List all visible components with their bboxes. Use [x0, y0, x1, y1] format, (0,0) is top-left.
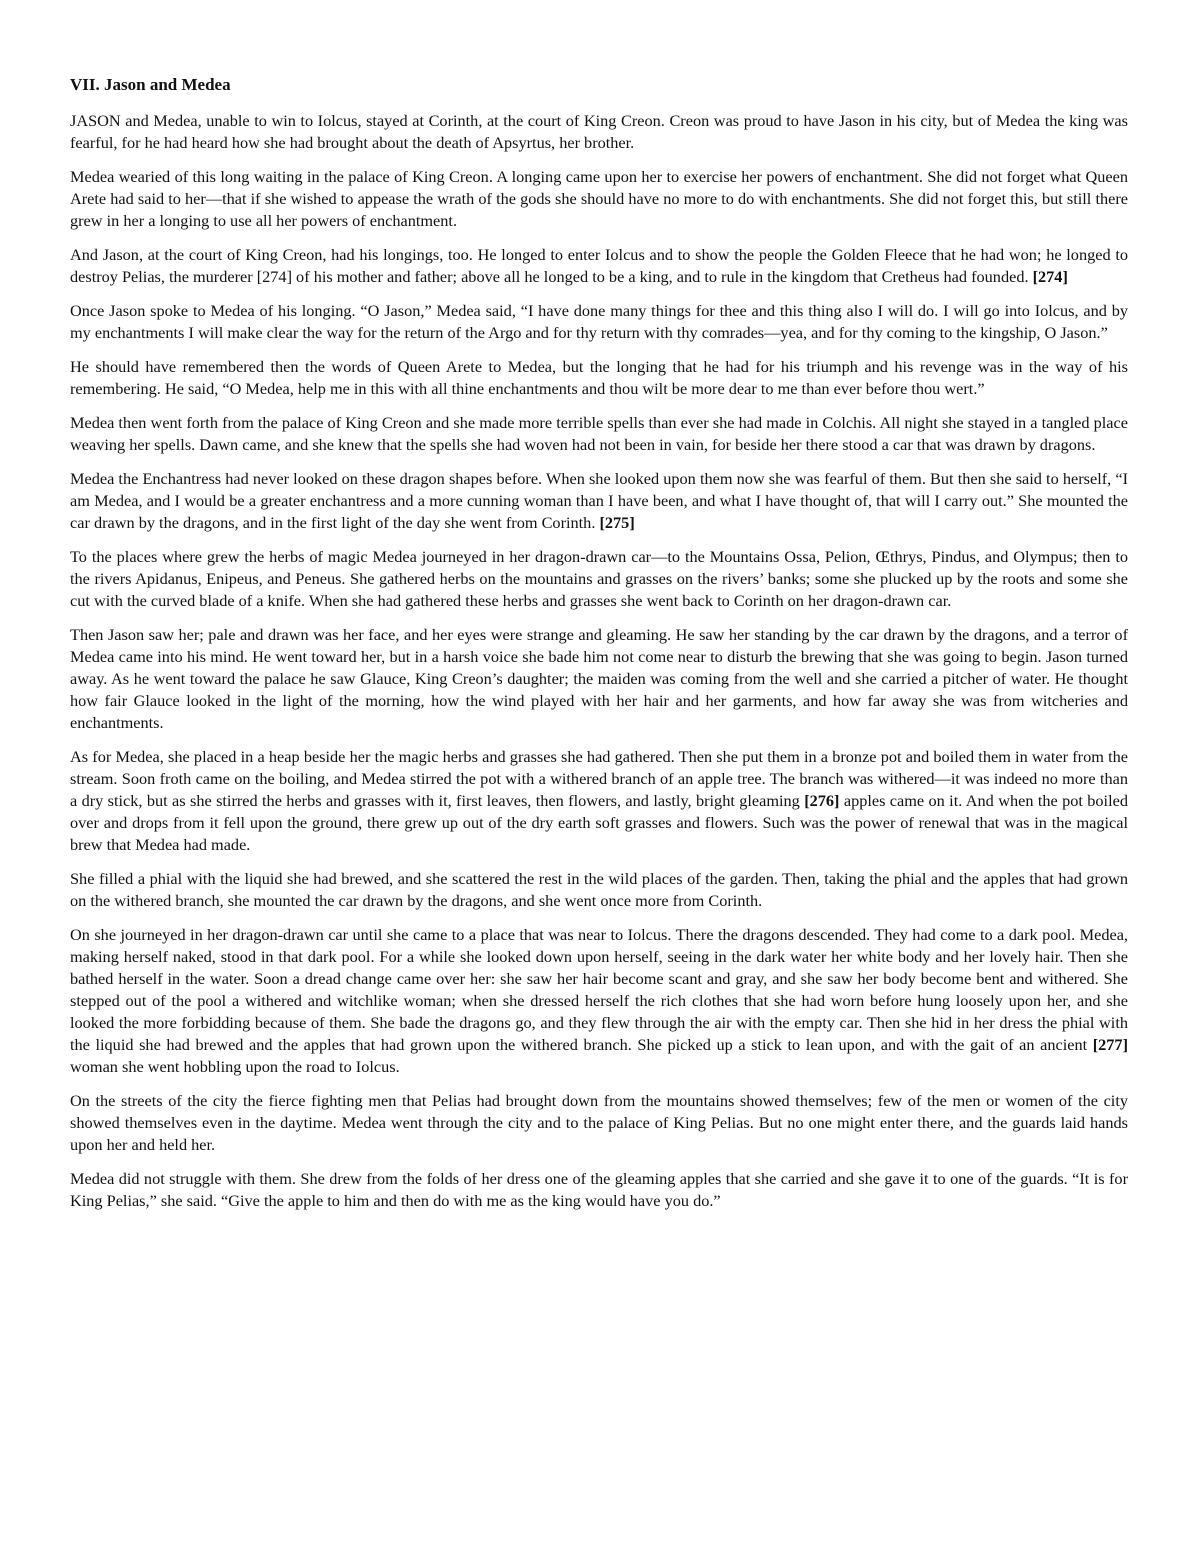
- paragraph-text: Medea did not struggle with them. She drew from the folds of her dress one of the gleaming apples that she carried and she gave it to one of the guards. “It is for King Pelias,” she said. “Give the apple to him and then do with me as the king would have you do.”: [70, 1169, 1128, 1210]
- paragraph-1: [70, 110, 1128, 154]
- paragraph-text: Then Jason saw her; pale and drawn was her face, and her eyes were strange and gleaming. He saw her standing by the car drawn by the dragons, and a terror of Medea came into his mind. He went toward her, but in a harsh voice she bade him not come near to disturb the brewing that she was going to begin. Jason turned away. As he went toward the palace he saw Glauce, King Creon’s daughter; the maiden was coming from the well and she carried a pitcher of water. He thought how fair Glauce looked in the light of the morning, how the wind played with her hair and her garments, and how far away she was from witcheries and enchantments.: [70, 625, 1128, 732]
- paragraph-text-before: On she journeyed in her dragon-drawn car until she came to a place that was near to Iolcus. There the dragons descended. They had come to a dark pool. Medea, making herself naked, stood in that dark pool. For a while she looked down upon herself, seeing in the dark water her white body and her lovely hair. Then she bathed herself in the water. Soon a dread change came over her: she saw her hair become scant and gray, and she saw her body become bent and withered. She stepped out of the pool a withered and witchlike woman; when she dressed herself the rich clothes that she had worn before hung loosely upon her, and she looked the more forbidding because of them. She bade the dragons go, and they flew through the air with the empty car. Then she hid in her dress the phial with the liquid she had brewed and the apples that had grown upon the withered branch. She picked up a stick to lean upon, and with the gait of an ancient: [70, 925, 1128, 1054]
- paragraph-text: Medea the Enchantress had never looked on these dragon shapes before. When she looked upon them now she was fearful of them. But then she said to herself, “I am Medea, and I would be a greater enchantress and a more cunning woman than I have been, and what I have thought of, that will I carry out.” She mounted the car drawn by the dragons, and in the first light of the day she went from Corinth.: [70, 469, 1128, 532]
- paragraph-7: [70, 468, 1128, 534]
- paragraph-14: [70, 1168, 1128, 1212]
- paragraph-8: [70, 546, 1128, 612]
- paragraph-13: [70, 1090, 1128, 1156]
- paragraph-9: [70, 624, 1128, 734]
- page-marker: [276]: [804, 791, 840, 810]
- paragraph-text-after: woman she went hobbling upon the road to Iolcus.: [70, 1057, 400, 1076]
- paragraph-text: On the streets of the city the fierce fighting men that Pelias had brought down from the mountains showed themselves; few of the men or women of the city showed themselves even in the daytime. Medea went through the city and to the palace of King Pelias. But no one might enter there, and the guards laid hands upon her and held her.: [70, 1091, 1128, 1154]
- paragraph-text: He should have remembered then the words of Queen Arete to Medea, but the longing that he had for his triumph and his revenge was in the way of his remembering. He said, “O Medea, help me in this with all thine enchantments and thou wilt be more dear to me than ever before thou wert.”: [70, 357, 1128, 398]
- paragraph-5: [70, 356, 1128, 400]
- paragraph-text: To the places where grew the herbs of magic Medea journeyed in her dragon-drawn car—to the Mountains Ossa, Pelion, Œthrys, Pindus, and Olympus; then to the rivers Apidanus, Enipeus, and Peneus. She gathered herbs on the mountains and grasses on the rivers’ banks; some she plucked up by the roots and some she cut with the curved blade of a knife. When she had gathered these herbs and grasses she went back to Corinth on her dragon-drawn car.: [70, 547, 1128, 610]
- page-marker: [277]: [1092, 1035, 1128, 1054]
- page-marker: [275]: [599, 513, 635, 532]
- paragraph-text-after: apples came on it. And when the pot boiled over and drops from it fell upon the ground, there grew up out of the dry earth soft grasses and flowers. Such was the power of renewal that was in the magical brew that Medea had made.: [70, 791, 1128, 854]
- paragraph-text: Once Jason spoke to Medea of his longing. “O Jason,” Medea said, “I have done many things for thee and this thing also I will do. I will go into Iolcus, and by my enchantments I will make clear the way for the return of the Argo and for thy return with thy comrades—yea, and for thy coming to the kingship, O Jason.”: [70, 301, 1128, 342]
- paragraph-6: [70, 412, 1128, 456]
- paragraph-3: [70, 244, 1128, 288]
- chapter-title: VII. Jason and Medea: [70, 75, 231, 94]
- paragraph-2: [70, 166, 1128, 232]
- paragraph-4: [70, 300, 1128, 344]
- paragraph-10: [70, 746, 1128, 856]
- paragraph-11: [70, 868, 1128, 912]
- page-marker: [274]: [1032, 267, 1068, 286]
- paragraph-12: [70, 924, 1128, 1078]
- paragraph-text-before: As for Medea, she placed in a heap beside her the magic herbs and grasses she had gathered. Then she put them in a bronze pot and boiled them in water from the stream. Soon froth came on the boiling, and Medea stirred the pot with a withered branch of an apple tree. The branch was withered—it was indeed no more than a dry stick, but as she stirred the herbs and grasses with it, first leaves, then flowers, and lastly, bright gleaming: [70, 747, 1128, 810]
- document-page: [70, 70, 1128, 1224]
- paragraph-text: She filled a phial with the liquid she had brewed, and she scattered the rest in the wild places of the garden. Then, taking the phial and the apples that had grown on the withered branch, she mounted the car drawn by the dragons, and she went once more from Corinth.: [70, 869, 1128, 910]
- paragraph-text: Medea then went forth from the palace of King Creon and she made more terrible spells than ever she had made in Colchis. All night she stayed in a tangled place weaving her spells. Dawn came, and she knew that the spells she had woven had not been in vain, for beside her there stood a car that was drawn by dragons.: [70, 413, 1128, 454]
- paragraph-text: Medea wearied of this long waiting in the palace of King Creon. A longing came upon her to exercise her powers of enchantment. She did not forget what Queen Arete had said to her—that if she wished to appease the wrath of the gods she should have no more to do with enchantments. She did not forget this, but still there grew in her a longing to use all her powers of enchantment.: [70, 167, 1128, 230]
- paragraph-text: JASON and Medea, unable to win to Iolcus, stayed at Corinth, at the court of King Creon. Creon was proud to have Jason in his city, but of Medea the king was fearful, for he had heard how she had brought about the death of Apsyrtus, her brother.: [70, 111, 1128, 152]
- paragraph-text: And Jason, at the court of King Creon, had his longings, too. He longed to enter Iolcus and to show the people the Golden Fleece that he had won; he longed to destroy Pelias, the murderer [274] of his mother and father; above all he longed to be a king, and to rule in the kingdom that Cretheus had founded.: [70, 245, 1128, 286]
